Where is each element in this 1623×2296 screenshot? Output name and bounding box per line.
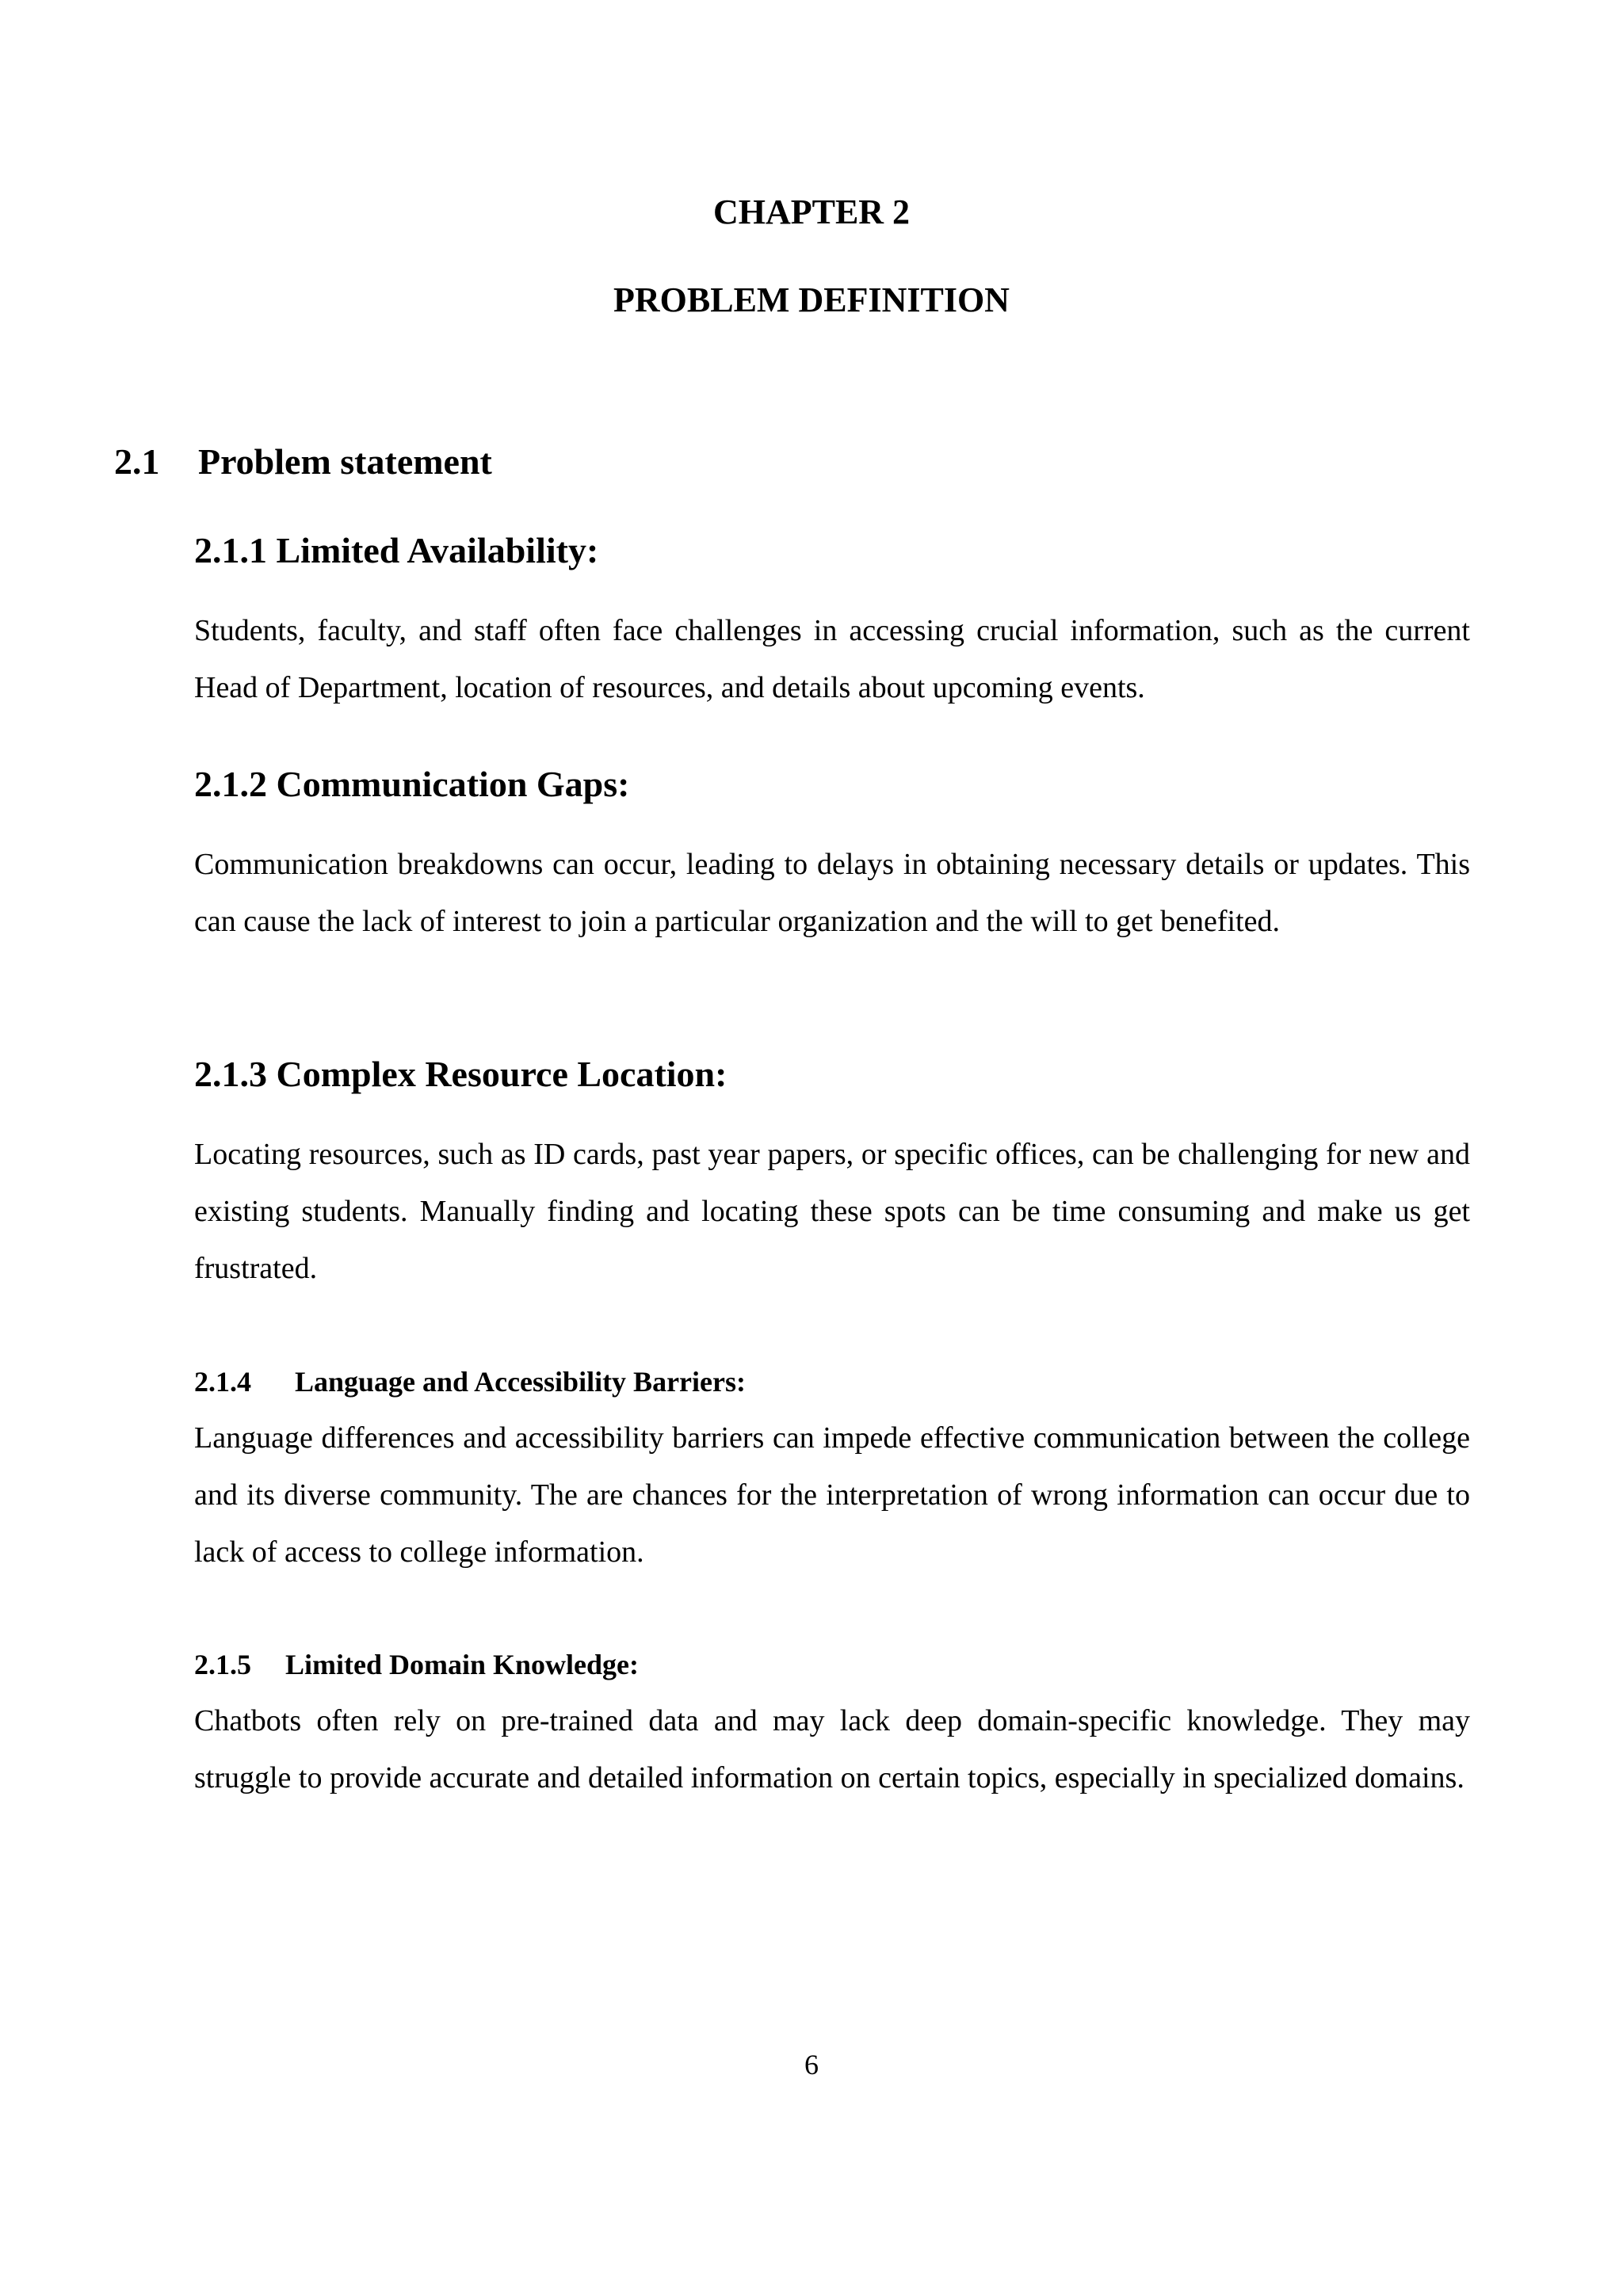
subsection-heading-communication-gaps: 2.1.2 Communication Gaps:: [194, 764, 630, 804]
section-heading: [114, 441, 492, 482]
subsection-body-limited-availability: Students, faculty, and staff often face challenges in accessing crucial information, such as the current Head of Department, location of resources, and details about upcoming events.: [194, 614, 1470, 704]
page-number: 6: [804, 2049, 819, 2081]
subsection-heading-limited-domain-knowledge: [194, 1650, 639, 1679]
subsection-number-limited-domain-knowledge: 2.1.5: [194, 1649, 251, 1680]
subsection-body-complex-resource-location: Locating resources, such as ID cards, past year papers, or specific offices, can be challenging for new and existing students. Manually finding and locating these spots can be time consuming and make us get frustrated.: [194, 1138, 1470, 1285]
subsection-body-limited-domain-knowledge: Chatbots often rely on pre-trained data and may lack deep domain-specific knowledge. They may struggle to provide accurate and detailed information on certain topics, especially in specialized domains.: [194, 1704, 1470, 1794]
subsection-number-language-barriers: 2.1.4: [194, 1366, 251, 1398]
subsection-title-limited-domain-knowledge: Limited Domain Knowledge:: [285, 1649, 639, 1680]
section-title: Problem statement: [198, 441, 492, 482]
subsection-heading-language-barriers: [194, 1367, 746, 1396]
subsection-heading-limited-availability: 2.1.1 Limited Availability:: [194, 530, 599, 570]
chapter-title: PROBLEM DEFINITION: [613, 280, 1010, 319]
chapter-number: CHAPTER 2: [712, 193, 911, 231]
subsection-body-language-barriers: Language differences and accessibility barriers can impede effective communication between the college and its diverse community. The are chances for the interpretation of wrong information can occur due to lack of access to college information.: [194, 1421, 1470, 1569]
subsection-heading-complex-resource-location: 2.1.3 Complex Resource Location:: [194, 1054, 727, 1094]
subsection-title-language-barriers: Language and Accessibility Barriers:: [295, 1366, 746, 1398]
section-number: 2.1: [114, 441, 160, 482]
subsection-body-communication-gaps: Communication breakdowns can occur, leading to delays in obtaining necessary details or updates. This can cause the lack of interest to join a particular organization and the will to get benefited.: [194, 848, 1470, 938]
